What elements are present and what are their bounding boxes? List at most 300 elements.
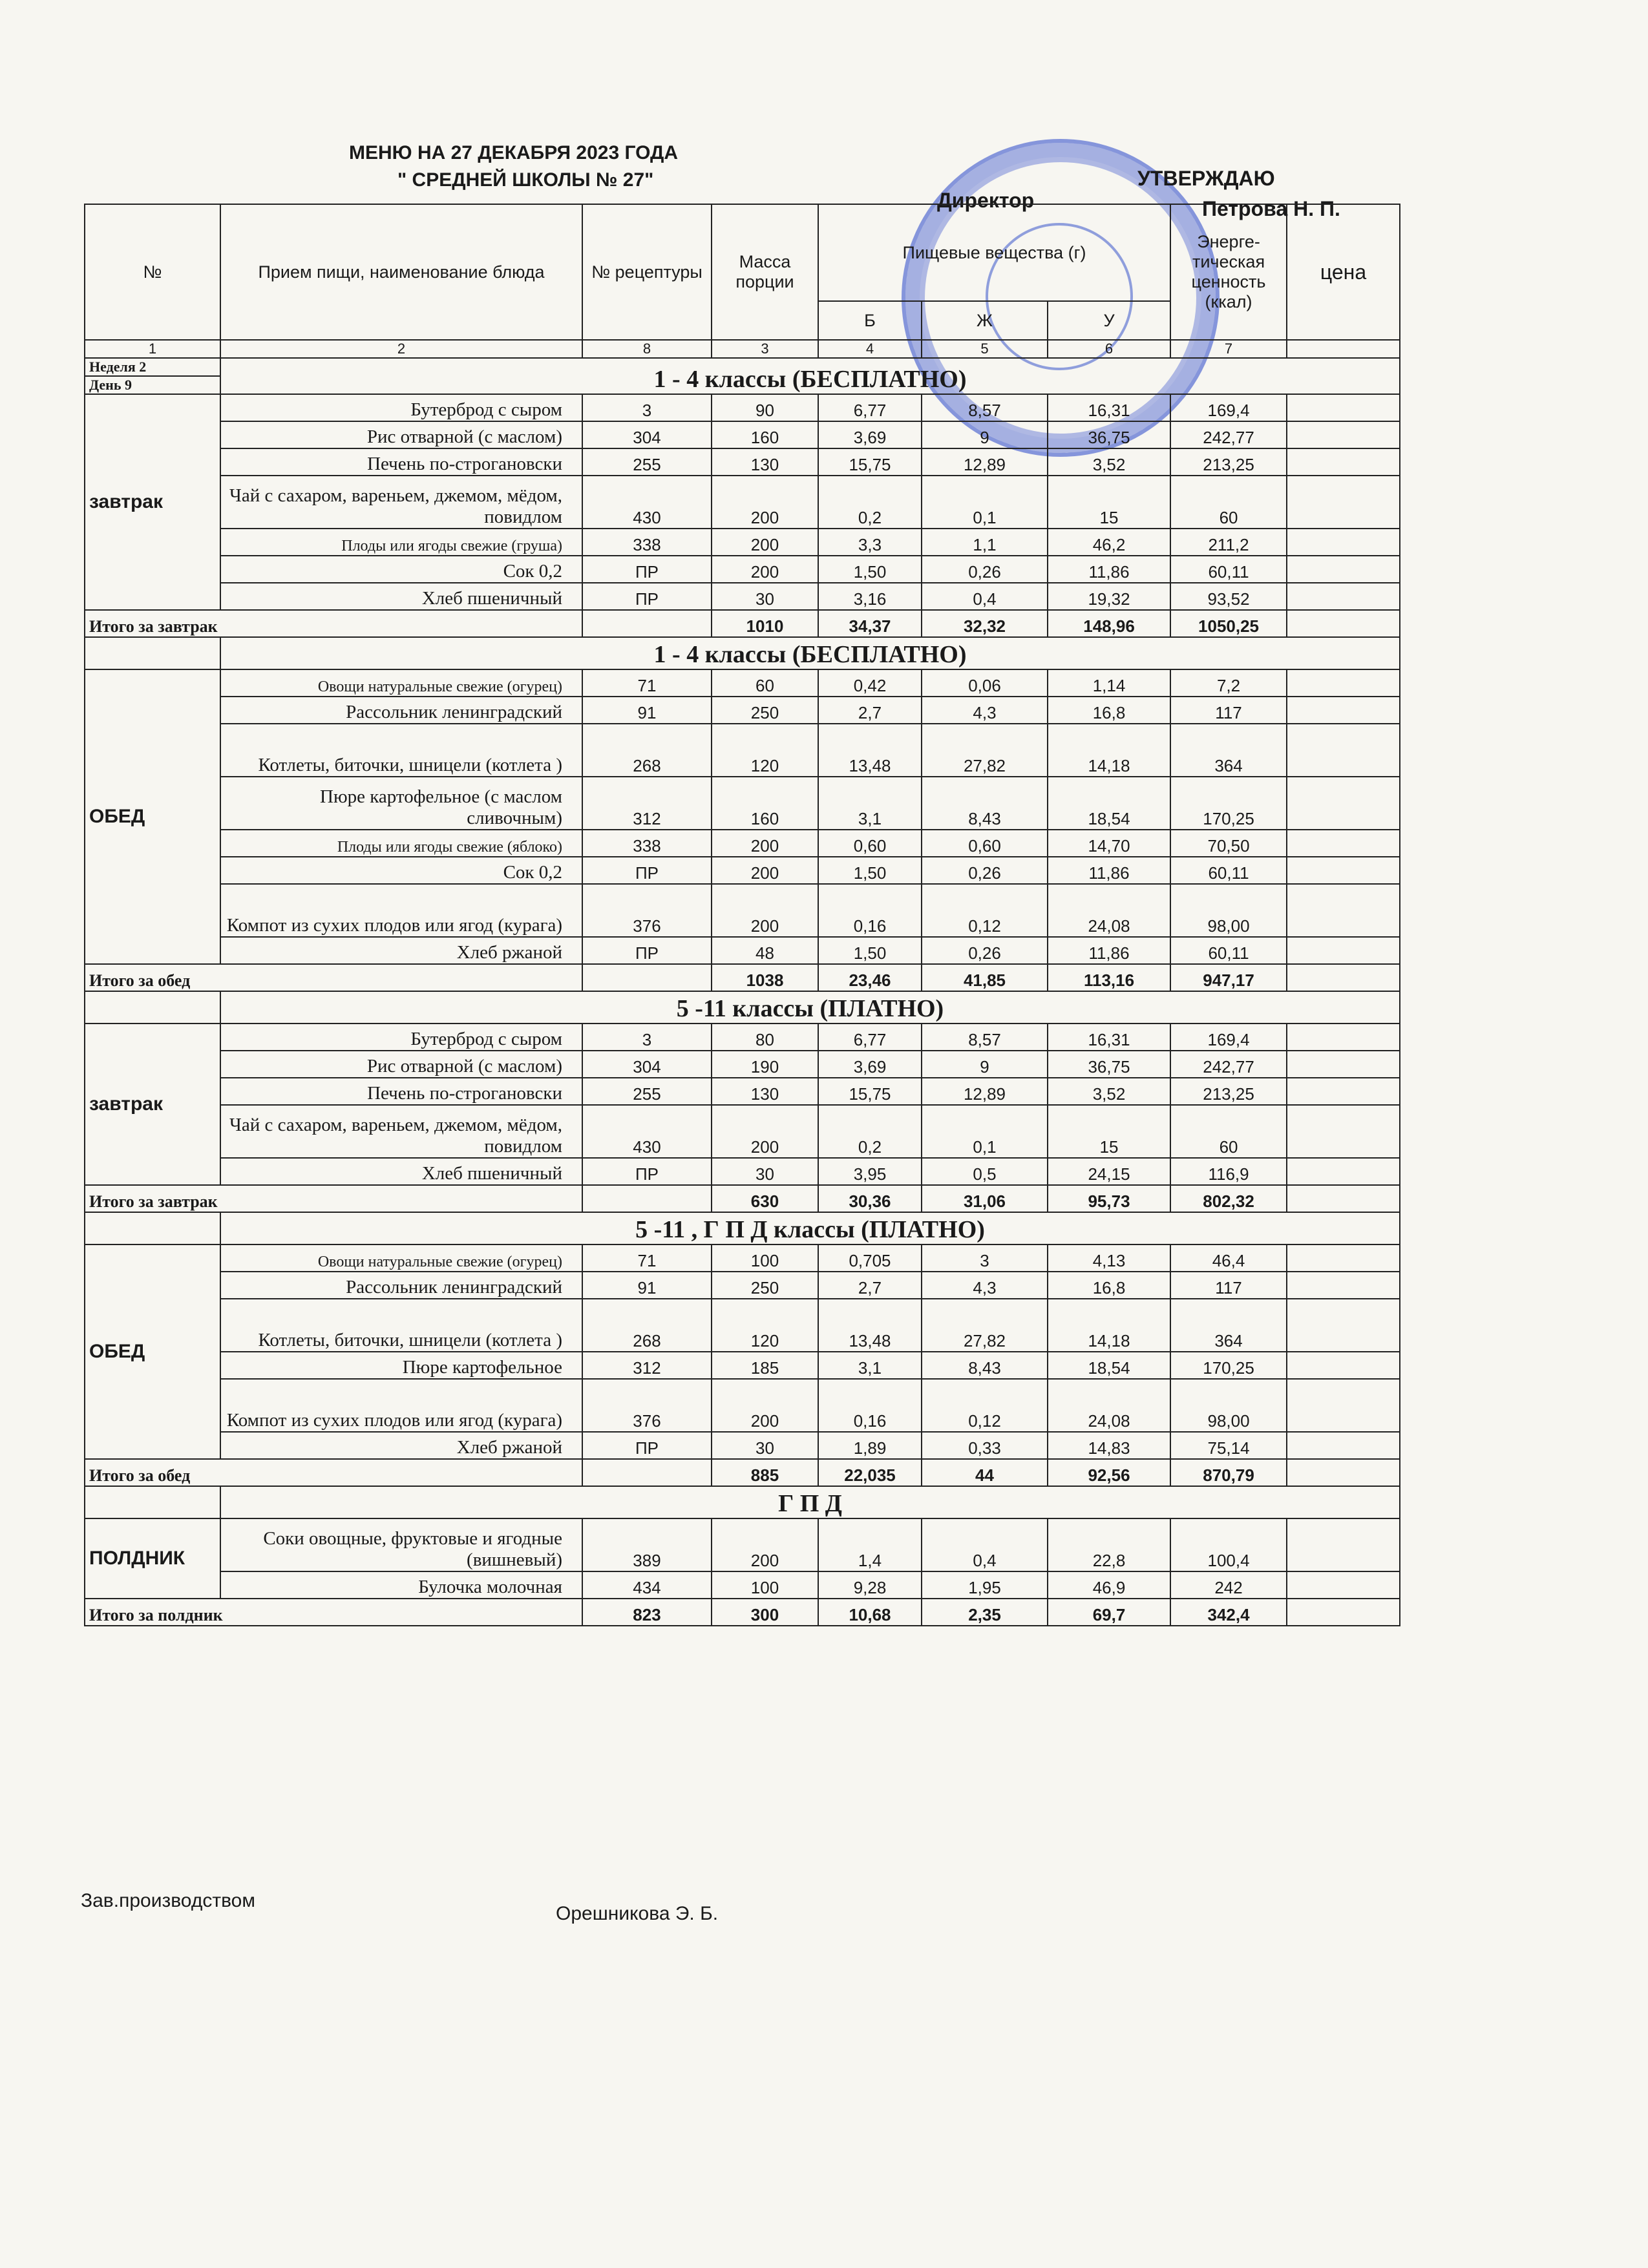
energy-value: 117 [1170,1272,1287,1299]
school-name: " СРЕДНЕЙ ШКОЛЫ № 27" [397,169,654,191]
table-row [85,1299,1400,1352]
total-label: Итого за полдник [85,1599,582,1626]
table-body [85,358,1400,1626]
table-row [85,1432,1400,1459]
fat-value: 0,06 [922,669,1048,697]
fat-value: 1,95 [922,1571,1048,1599]
protein-value: 15,75 [818,1078,922,1105]
price-value [1287,448,1400,476]
total-energy: 1050,25 [1170,610,1287,637]
week-label: Неделя 2 [85,358,220,376]
table-row [85,556,1400,583]
recipe-number: 430 [582,1105,712,1158]
recipe-number: 376 [582,884,712,937]
total-fat: 32,32 [922,610,1048,637]
energy-value: 46,4 [1170,1244,1287,1272]
col-u-header: У [1048,301,1170,340]
protein-value: 3,69 [818,421,922,448]
portion-mass: 200 [712,857,818,884]
total-fat: 31,06 [922,1185,1048,1212]
portion-mass: 130 [712,448,818,476]
section-header-row [85,1212,1400,1244]
table-row [85,1272,1400,1299]
col-zh-header: Ж [922,301,1048,340]
protein-value: 3,3 [818,529,922,556]
dish-name: Плоды или ягоды свежие (груша) [220,529,582,556]
total-carb: 148,96 [1048,610,1170,637]
carb-value: 1,14 [1048,669,1170,697]
portion-mass: 160 [712,421,818,448]
recipe-number: 268 [582,1299,712,1352]
dish-name: Чай с сахаром, вареньем, джемом, мёдом, повидлом [220,476,582,529]
dish-name: Овощи натуральные свежие (огурец) [220,669,582,697]
recipe-number: 255 [582,448,712,476]
total-mass: 300 [712,1599,818,1626]
portion-mass: 200 [712,830,818,857]
total-recipe [582,610,712,637]
portion-mass: 200 [712,476,818,529]
meal-label: завтрак [85,394,220,610]
dish-name: Пюре картофельное (с маслом сливочным) [220,777,582,830]
price-value [1287,697,1400,724]
carb-value: 19,32 [1048,583,1170,610]
carb-value: 46,9 [1048,1571,1170,1599]
column-number: 1 [85,340,220,358]
dish-name: Компот из сухих плодов или ягод (курага) [220,884,582,937]
price-value [1287,394,1400,421]
carb-value: 14,70 [1048,830,1170,857]
dish-name: Хлеб ржаной [220,937,582,964]
price-value [1287,1158,1400,1185]
protein-value: 6,77 [818,1024,922,1051]
column-number-empty [1287,340,1400,358]
protein-value: 1,89 [818,1432,922,1459]
column-number: 3 [712,340,818,358]
footer-name: Орешникова Э. Б. [556,1903,719,1924]
table-row [85,1571,1400,1599]
portion-mass: 200 [712,1518,818,1571]
price-value [1287,1024,1400,1051]
meal-label: ПОЛДНИК [85,1518,220,1599]
dish-name: Плоды или ягоды свежие (яблоко) [220,830,582,857]
col-recipe-header: № рецептуры [582,204,712,340]
total-price [1287,610,1400,637]
total-recipe: 823 [582,1599,712,1626]
carb-value: 46,2 [1048,529,1170,556]
section-spacer [85,1212,220,1244]
table-row [85,529,1400,556]
column-number: 8 [582,340,712,358]
portion-mass: 80 [712,1024,818,1051]
table-row [85,884,1400,937]
protein-value: 1,4 [818,1518,922,1571]
carb-value: 24,15 [1048,1158,1170,1185]
price-value [1287,421,1400,448]
recipe-number: 376 [582,1379,712,1432]
fat-value: 0,12 [922,884,1048,937]
carb-value: 3,52 [1048,448,1170,476]
portion-mass: 48 [712,937,818,964]
recipe-number: 312 [582,1352,712,1379]
total-row [85,610,1400,637]
portion-mass: 160 [712,777,818,830]
recipe-number: 338 [582,529,712,556]
energy-value: 213,25 [1170,1078,1287,1105]
price-value [1287,556,1400,583]
column-number: 2 [220,340,582,358]
fat-value: 0,26 [922,556,1048,583]
recipe-number: 71 [582,1244,712,1272]
dish-name: Рассольник ленинградский [220,1272,582,1299]
table-row [85,1078,1400,1105]
total-protein: 34,37 [818,610,922,637]
total-protein: 22,035 [818,1459,922,1486]
section-header-row [85,1486,1400,1518]
dish-name: Печень по-строгановски [220,448,582,476]
carb-value: 3,52 [1048,1078,1170,1105]
recipe-number: 338 [582,830,712,857]
section-title: 5 -11 , Г П Д классы (ПЛАТНО) [220,1212,1400,1244]
price-value [1287,1051,1400,1078]
carb-value: 11,86 [1048,556,1170,583]
dish-name: Сок 0,2 [220,857,582,884]
table-row [85,1024,1400,1051]
recipe-number: 268 [582,724,712,777]
dish-name: Пюре картофельное [220,1352,582,1379]
recipe-number: ПР [582,583,712,610]
total-carb: 69,7 [1048,1599,1170,1626]
energy-value: 169,4 [1170,394,1287,421]
energy-value: 213,25 [1170,448,1287,476]
energy-value: 93,52 [1170,583,1287,610]
dish-name: Овощи натуральные свежие (огурец) [220,1244,582,1272]
portion-mass: 190 [712,1051,818,1078]
total-price [1287,1599,1400,1626]
protein-value: 15,75 [818,448,922,476]
protein-value: 1,50 [818,857,922,884]
dish-name: Котлеты, биточки, шницели (котлета ) [220,1299,582,1352]
fat-value: 8,57 [922,1024,1048,1051]
price-value [1287,529,1400,556]
col-energy-header: Энерге-тическая ценность (ккал) [1170,204,1287,340]
price-value [1287,669,1400,697]
recipe-number: ПР [582,937,712,964]
energy-value: 364 [1170,1299,1287,1352]
energy-value: 60 [1170,476,1287,529]
dish-name: Бутерброд с сыром [220,394,582,421]
fat-value: 0,33 [922,1432,1048,1459]
energy-value: 170,25 [1170,777,1287,830]
energy-value: 169,4 [1170,1024,1287,1051]
portion-mass: 185 [712,1352,818,1379]
fat-value: 0,26 [922,937,1048,964]
portion-mass: 60 [712,669,818,697]
total-recipe [582,1459,712,1486]
total-energy: 802,32 [1170,1185,1287,1212]
total-carb: 113,16 [1048,964,1170,991]
fat-value: 0,5 [922,1158,1048,1185]
price-value [1287,1352,1400,1379]
day-label: День 9 [85,376,220,394]
portion-mass: 200 [712,556,818,583]
dish-name: Котлеты, биточки, шницели (котлета ) [220,724,582,777]
recipe-number: 91 [582,697,712,724]
protein-value: 0,705 [818,1244,922,1272]
dish-name: Соки овощные, фруктовые и ягодные (вишневый) [220,1518,582,1571]
meal-label: ОБЕД [85,1244,220,1459]
column-number: 7 [1170,340,1287,358]
price-value [1287,1299,1400,1352]
protein-value: 13,48 [818,1299,922,1352]
protein-value: 0,42 [818,669,922,697]
total-carb: 95,73 [1048,1185,1170,1212]
carb-value: 15 [1048,1105,1170,1158]
total-row [85,1459,1400,1486]
section-header-row [85,637,1400,669]
total-fat: 41,85 [922,964,1048,991]
recipe-number: 434 [582,1571,712,1599]
section-header-row [85,991,1400,1024]
col-meal-header: Прием пищи, наименование блюда [220,204,582,340]
price-value [1287,937,1400,964]
recipe-number: ПР [582,1432,712,1459]
carb-value: 16,8 [1048,697,1170,724]
total-fat: 2,35 [922,1599,1048,1626]
energy-value: 242,77 [1170,421,1287,448]
table-row [85,937,1400,964]
fat-value: 0,12 [922,1379,1048,1432]
col-nutrients-header: Пищевые вещества (г) [818,204,1170,301]
carb-value: 14,18 [1048,724,1170,777]
section-spacer [85,991,220,1024]
table-row [85,583,1400,610]
protein-value: 3,16 [818,583,922,610]
protein-value: 1,50 [818,937,922,964]
energy-value: 60,11 [1170,857,1287,884]
total-energy: 870,79 [1170,1459,1287,1486]
total-fat: 44 [922,1459,1048,1486]
fat-value: 8,43 [922,1352,1048,1379]
table-row [85,1352,1400,1379]
price-value [1287,857,1400,884]
protein-value: 9,28 [818,1571,922,1599]
dish-name: Хлеб ржаной [220,1432,582,1459]
table-row [85,476,1400,529]
column-numbers-row [85,340,1400,358]
total-row [85,964,1400,991]
carb-value: 16,8 [1048,1272,1170,1299]
protein-value: 0,60 [818,830,922,857]
protein-value: 0,16 [818,1379,922,1432]
fat-value: 0,26 [922,857,1048,884]
carb-value: 24,08 [1048,884,1170,937]
fat-value: 3 [922,1244,1048,1272]
total-mass: 1010 [712,610,818,637]
price-value [1287,1244,1400,1272]
table-row [85,777,1400,830]
protein-value: 1,50 [818,556,922,583]
meal-label: ОБЕД [85,669,220,964]
carb-value: 15 [1048,476,1170,529]
portion-mass: 30 [712,1432,818,1459]
section-title: 1 - 4 классы (БЕСПЛАТНО) [220,358,1400,394]
total-energy: 342,4 [1170,1599,1287,1626]
price-value [1287,1432,1400,1459]
energy-value: 170,25 [1170,1352,1287,1379]
price-value [1287,1078,1400,1105]
table-row [85,1158,1400,1185]
table-row [85,1379,1400,1432]
menu-table [84,204,1400,1626]
fat-value: 8,57 [922,394,1048,421]
energy-value: 60 [1170,1105,1287,1158]
carb-value: 11,86 [1048,857,1170,884]
portion-mass: 30 [712,583,818,610]
price-value [1287,830,1400,857]
column-number: 5 [922,340,1048,358]
menu-title: МЕНЮ НА 27 ДЕКАБРЯ 2023 ГОДА [349,142,679,163]
total-mass: 1038 [712,964,818,991]
fat-value: 8,43 [922,777,1048,830]
fat-value: 4,3 [922,1272,1048,1299]
energy-value: 117 [1170,697,1287,724]
carb-value: 14,83 [1048,1432,1170,1459]
total-recipe [582,964,712,991]
total-protein: 10,68 [818,1599,922,1626]
recipe-number: ПР [582,1158,712,1185]
column-number: 4 [818,340,922,358]
portion-mass: 200 [712,1379,818,1432]
price-value [1287,583,1400,610]
table-row [85,448,1400,476]
dish-name: Сок 0,2 [220,556,582,583]
recipe-number: 304 [582,1051,712,1078]
recipe-number: 304 [582,421,712,448]
director-name: Петрова Н. П. [1202,197,1340,220]
protein-value: 3,1 [818,1352,922,1379]
carb-value: 24,08 [1048,1379,1170,1432]
carb-value: 14,18 [1048,1299,1170,1352]
table-row [85,830,1400,857]
fat-value: 1,1 [922,529,1048,556]
table-row [85,421,1400,448]
dish-name: Булочка молочная [220,1571,582,1599]
protein-value: 3,1 [818,777,922,830]
col-price-header: цена [1287,204,1400,340]
dish-name: Бутерброд с сыром [220,1024,582,1051]
price-value [1287,884,1400,937]
fat-value: 0,1 [922,476,1048,529]
energy-value: 242,77 [1170,1051,1287,1078]
total-recipe [582,1185,712,1212]
column-number: 6 [1048,340,1170,358]
dish-name: Хлеб пшеничный [220,583,582,610]
portion-mass: 120 [712,724,818,777]
portion-mass: 130 [712,1078,818,1105]
carb-value: 22,8 [1048,1518,1170,1571]
recipe-number: 3 [582,1024,712,1051]
total-mass: 885 [712,1459,818,1486]
dish-name: Рис отварной (с маслом) [220,1051,582,1078]
table-row [85,1105,1400,1158]
table-row [85,857,1400,884]
recipe-number: 430 [582,476,712,529]
total-energy: 947,17 [1170,964,1287,991]
recipe-number: 71 [582,669,712,697]
fat-value: 4,3 [922,697,1048,724]
dish-name: Компот из сухих плодов или ягод (курага) [220,1379,582,1432]
portion-mass: 200 [712,1105,818,1158]
fat-value: 0,1 [922,1105,1048,1158]
recipe-number: 312 [582,777,712,830]
energy-value: 60,11 [1170,556,1287,583]
portion-mass: 90 [712,394,818,421]
total-mass: 630 [712,1185,818,1212]
total-row [85,1599,1400,1626]
energy-value: 75,14 [1170,1432,1287,1459]
week-label-row [85,358,1400,376]
energy-value: 7,2 [1170,669,1287,697]
energy-value: 70,50 [1170,830,1287,857]
portion-mass: 120 [712,1299,818,1352]
total-price [1287,1185,1400,1212]
recipe-number: 91 [582,1272,712,1299]
portion-mass: 200 [712,529,818,556]
price-value [1287,1518,1400,1571]
table-row [85,394,1400,421]
table-row [85,724,1400,777]
protein-value: 3,95 [818,1158,922,1185]
approve-label: УТВЕРЖДАЮ [1137,167,1275,190]
portion-mass: 100 [712,1244,818,1272]
fat-value: 0,4 [922,1518,1048,1571]
carb-value: 36,75 [1048,421,1170,448]
total-protein: 23,46 [818,964,922,991]
total-protein: 30,36 [818,1185,922,1212]
fat-value: 0,4 [922,583,1048,610]
price-value [1287,724,1400,777]
total-label: Итого за завтрак [85,610,582,637]
fat-value: 0,60 [922,830,1048,857]
fat-value: 12,89 [922,448,1048,476]
dish-name: Рис отварной (с маслом) [220,421,582,448]
table-row [85,697,1400,724]
total-label: Итого за обед [85,1459,582,1486]
energy-value: 211,2 [1170,529,1287,556]
price-value [1287,1379,1400,1432]
price-value [1287,1571,1400,1599]
fat-value: 27,82 [922,1299,1048,1352]
price-value [1287,777,1400,830]
fat-value: 9 [922,1051,1048,1078]
fat-value: 12,89 [922,1078,1048,1105]
section-spacer [85,637,220,669]
protein-value: 13,48 [818,724,922,777]
protein-value: 0,16 [818,884,922,937]
energy-value: 242 [1170,1571,1287,1599]
recipe-number: ПР [582,556,712,583]
total-label: Итого за обед [85,964,582,991]
carb-value: 11,86 [1048,937,1170,964]
protein-value: 3,69 [818,1051,922,1078]
dish-name: Хлеб пшеничный [220,1158,582,1185]
table-header [85,204,1400,358]
section-spacer [85,1486,220,1518]
energy-value: 364 [1170,724,1287,777]
price-value [1287,1272,1400,1299]
recipe-number: ПР [582,857,712,884]
col-mass-header: Масса порции [712,204,818,340]
